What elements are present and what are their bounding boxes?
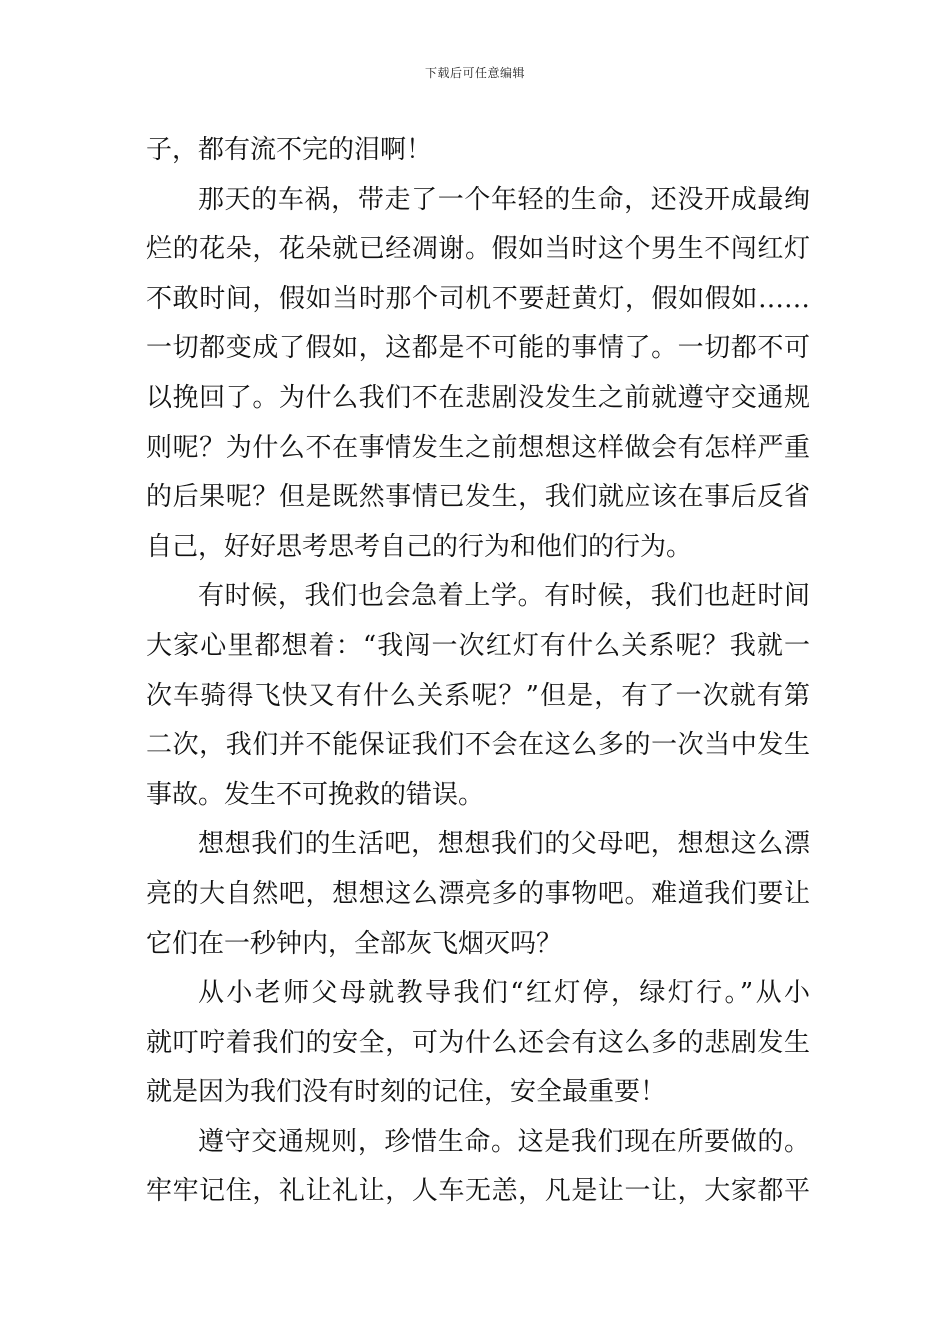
text-line: 二次，我们并不能保证我们不会在这么多的一次当中发生 [146,730,810,761]
text-line: 一切都变成了假如，这都是不可能的事情了。一切都不可 [146,333,810,364]
text-line: 子，都有流不完的泪啊！ [146,135,433,165]
paragraph-1 [146,126,810,176]
text-line: 则呢？为什么不在事情发生之前想想这样做会有怎样严重 [146,432,810,463]
paragraph-6 [146,1118,810,1217]
paragraph-5 [146,969,810,1118]
text-line: 不敢时间，假如当时那个司机不要赶黄灯，假如假如…… [146,283,810,314]
text-line: 从小老师父母就教导我们“红灯停，绿灯行。”从小 [198,978,810,1009]
text-line: 想想我们的生活吧，想想我们的父母吧，想想这么漂 [198,829,810,860]
text-line: 遵守交通规则，珍惜生命。这是我们现在所要做的。 [198,1126,810,1157]
paragraph-3 [146,572,810,820]
text-line: 亮的大自然吧，想想这么漂亮多的事物吧。难道我们要让 [146,878,810,909]
text-line: 烂的花朵，花朵就已经凋谢。假如当时这个男生不闯红灯 [146,234,810,265]
page-header: 下载后可任意编辑 [424,66,525,80]
text-line: 次车骑得飞快又有什么关系呢？”但是，有了一次就有第 [146,680,810,711]
text-line: 那天的车祸，带走了一个年轻的生命，还没开成最绚 [198,184,810,215]
text-line: 以挽回了。为什么我们不在悲剧没发生之前就遵守交通规 [146,382,810,413]
paragraph-2 [146,176,810,573]
text-line: 的后果呢？但是既然事情已发生，我们就应该在事后反省 [146,482,810,513]
text-line: 大家心里都想着：“我闯一次红灯有什么关系呢？我就一 [146,630,810,661]
text-line: 牢牢记住，礼让礼让，人车无恙，凡是让一让，大家都平 [146,1176,810,1207]
paragraph-4 [146,820,810,969]
text-line: 它们在一秒钟内，全部灰飞烟灭吗？ [146,928,563,959]
text-line: 有时候，我们也会急着上学。有时候，我们也赶时间 [198,581,810,612]
text-line: 事故。发生不可挽救的错误。 [146,779,485,810]
document-body [146,126,810,1217]
text-line: 自己，好好思考思考自己的行为和他们的行为。 [146,531,693,562]
text-line: 就是因为我们没有时刻的记住，安全最重要！ [146,1077,667,1108]
text-line: 就叮咛着我们的安全，可为什么还会有这么多的悲剧发生 [146,1027,810,1058]
